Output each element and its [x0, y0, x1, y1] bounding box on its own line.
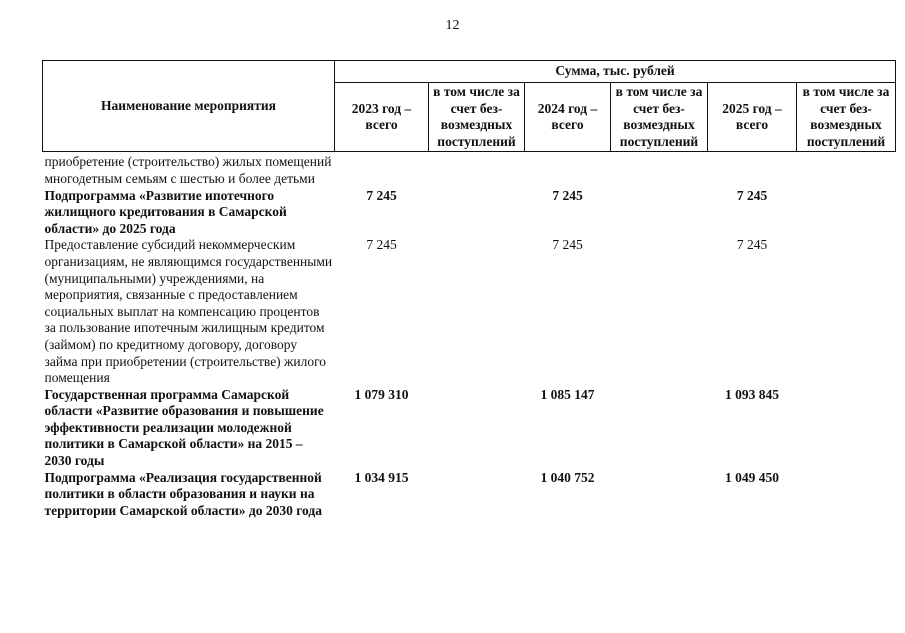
value-2023-grant	[429, 470, 525, 520]
value-2024-total	[525, 152, 611, 188]
value-2024-grant	[611, 152, 708, 188]
value-2025-total: 1 093 845	[725, 386, 779, 402]
header-2025-grant: в том числе за счет без-возмездных поступлений	[797, 83, 896, 152]
value-2025-grant	[797, 387, 896, 470]
value-2023-total: 7 245	[366, 187, 397, 203]
row-name: Предоставление субсидий некоммерческим организациям, не являющимся государственными (муниципальными) учреждениями, на мероприятия, связанные с предоставлением социальных выплат на компенсацию процентов за пользование ипотечным жилищным кредитом (займом) по кредитному договору, договору займа при приобретении (строительстве) жилого помещения	[44, 237, 333, 386]
row-name: Подпрограмма «Развитие ипотечного жилищного кредитования в Самарской области» до 2025 года	[44, 187, 287, 236]
value-2023-total: 7 245	[366, 237, 397, 253]
value-2025-total: 1 049 450	[725, 469, 779, 485]
value-2023-total: 1 079 310	[354, 386, 409, 402]
header-name-column: Наименование мероприятия	[43, 61, 335, 152]
value-2024-total: 1 040 752	[540, 469, 595, 485]
value-2025-grant	[797, 470, 896, 520]
table-row	[43, 387, 896, 470]
value-2025-total	[708, 152, 797, 188]
value-2024-total: 7 245	[552, 237, 583, 253]
value-2023-total	[335, 152, 429, 188]
value-2024-total: 1 085 147	[540, 386, 595, 402]
value-2025-total: 7 245	[736, 187, 768, 203]
row-name: Подпрограмма «Реализация государственной политики в области образования и науки на территории Самарской области» до 2030 года	[44, 469, 322, 518]
row-name: Государственная программа Самарской области «Развитие образования и повышение эффективности реализации молодежной политики в Самарской области» на 2015 – 2030 годы	[44, 386, 324, 469]
value-2025-grant	[797, 188, 896, 238]
value-2024-grant	[611, 237, 708, 386]
value-2023-total: 1 034 915	[354, 469, 409, 485]
header-2024-total: 2024 год – всего	[525, 83, 611, 152]
value-2023-grant	[429, 188, 525, 238]
table-row	[43, 188, 896, 238]
table-row	[43, 152, 896, 188]
value-2025-grant	[797, 152, 896, 188]
header-sum-group: Сумма, тыс. рублей	[335, 61, 896, 83]
value-2024-grant	[611, 387, 708, 470]
value-2023-grant	[429, 387, 525, 470]
value-2023-grant	[429, 237, 525, 386]
value-2024-total: 7 245	[552, 187, 583, 203]
header-2023-total: 2023 год – всего	[335, 83, 429, 152]
header-2024-grant: в том числе за счет без-возмездных поступлений	[611, 83, 708, 152]
row-name: приобретение (строительство) жилых помещений многодетным семьям с шестью и более детьми	[44, 154, 332, 186]
value-2025-grant	[797, 237, 896, 386]
budget-table	[42, 60, 896, 519]
value-2025-total: 7 245	[736, 237, 768, 253]
value-2024-grant	[611, 188, 708, 238]
table-row	[43, 470, 896, 520]
page-number: 12	[445, 18, 460, 33]
header-2023-grant: в том числе за счет без-возмездных поступлений	[429, 83, 525, 152]
value-2024-grant	[611, 470, 708, 520]
value-2023-grant	[429, 152, 525, 188]
header-2025-total: 2025 год – всего	[708, 83, 797, 152]
table-row	[43, 237, 896, 386]
